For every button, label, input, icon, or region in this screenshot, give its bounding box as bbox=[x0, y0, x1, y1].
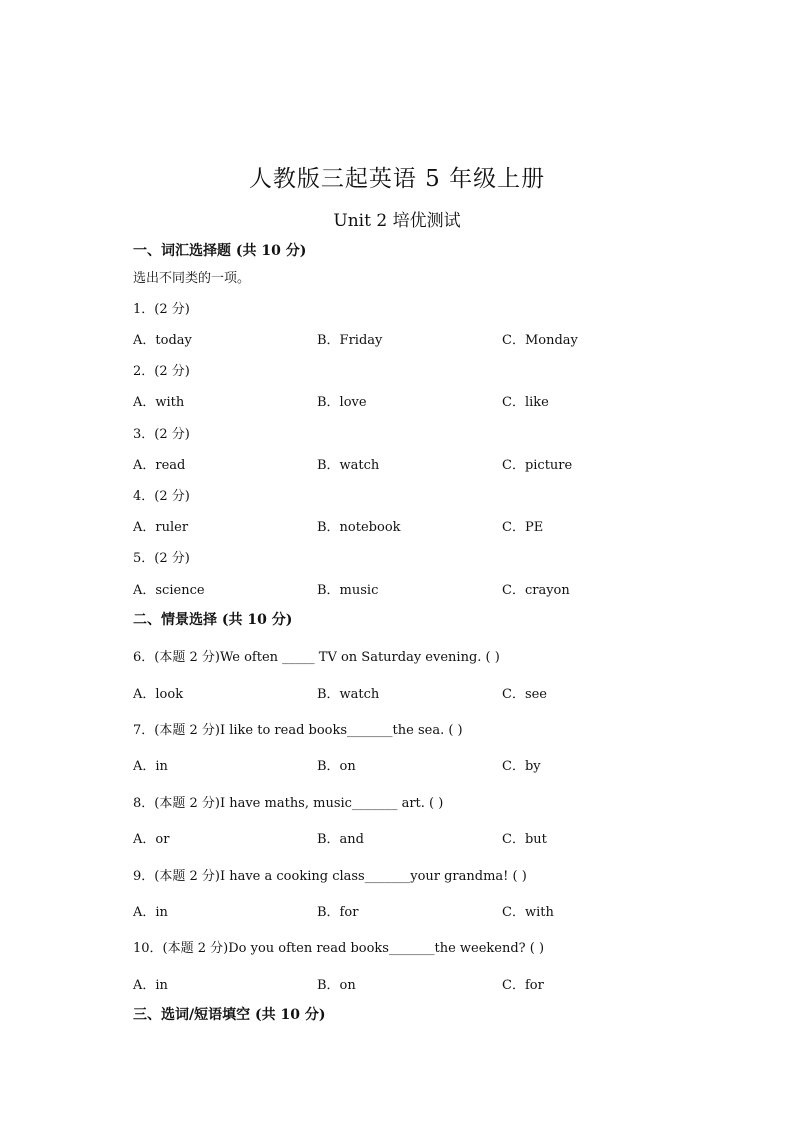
option-a: A．with bbox=[133, 395, 185, 410]
section-heading-fill-in: 三、选词/短语填空 (共 10 分) bbox=[133, 1007, 326, 1023]
option-b: B．on bbox=[317, 978, 356, 993]
question-number: 1．(2 分) bbox=[133, 302, 190, 317]
option-a: A．or bbox=[133, 832, 170, 847]
page-subtitle: Unit 2 培优测试 bbox=[333, 211, 461, 231]
option-c: C．like bbox=[502, 395, 549, 410]
question-text: 8．(本题 2 分)I have maths, music_______ art. ( ) bbox=[133, 796, 444, 811]
question-text: 10．(本题 2 分)Do you often read books_______the weekend? ( ) bbox=[133, 941, 545, 956]
option-c: C．but bbox=[502, 832, 547, 847]
option-b: B．and bbox=[317, 832, 364, 847]
option-b: B．for bbox=[317, 905, 359, 920]
option-a: A．in bbox=[133, 905, 168, 920]
question-text: 7．(本题 2 分)I like to read books_______the sea. ( ) bbox=[133, 723, 463, 738]
option-b: B．on bbox=[317, 759, 356, 774]
option-c: C．PE bbox=[502, 520, 544, 535]
question-text: 6．(本题 2 分)We often _____ TV on Saturday evening. ( ) bbox=[133, 650, 500, 665]
option-a: A．in bbox=[133, 978, 168, 993]
option-b: B．Friday bbox=[317, 333, 383, 348]
question-text: 9．(本题 2 分)I have a cooking class_______your grandma! ( ) bbox=[133, 869, 527, 884]
question-number: 2．(2 分) bbox=[133, 364, 190, 379]
question-number: 5．(2 分) bbox=[133, 551, 190, 566]
question-number: 4．(2 分) bbox=[133, 489, 190, 504]
option-c: C．crayon bbox=[502, 583, 570, 598]
option-c: C．see bbox=[502, 687, 548, 702]
section-heading-vocabulary: 一、词汇选择题 (共 10 分) bbox=[133, 243, 307, 259]
option-a: A．science bbox=[133, 583, 205, 598]
option-c: C．by bbox=[502, 759, 541, 774]
option-b: B．music bbox=[317, 583, 379, 598]
option-a: A．ruler bbox=[133, 520, 189, 535]
option-b: B．watch bbox=[317, 687, 380, 702]
option-c: C．picture bbox=[502, 458, 573, 473]
page-title: 人教版三起英语 5 年级上册 bbox=[248, 166, 546, 192]
option-a: A．read bbox=[133, 458, 186, 473]
section-instruction: 选出不同类的一项。 bbox=[133, 271, 251, 286]
option-a: A．look bbox=[133, 687, 184, 702]
option-a: A．today bbox=[133, 333, 192, 348]
option-b: B．notebook bbox=[317, 520, 401, 535]
option-c: C．Monday bbox=[502, 333, 578, 348]
option-b: B．love bbox=[317, 395, 367, 410]
option-b: B．watch bbox=[317, 458, 380, 473]
option-c: C．with bbox=[502, 905, 554, 920]
option-c: C．for bbox=[502, 978, 544, 993]
question-number: 3．(2 分) bbox=[133, 427, 190, 442]
option-a: A．in bbox=[133, 759, 168, 774]
section-heading-situational: 二、情景选择 (共 10 分) bbox=[133, 612, 293, 628]
